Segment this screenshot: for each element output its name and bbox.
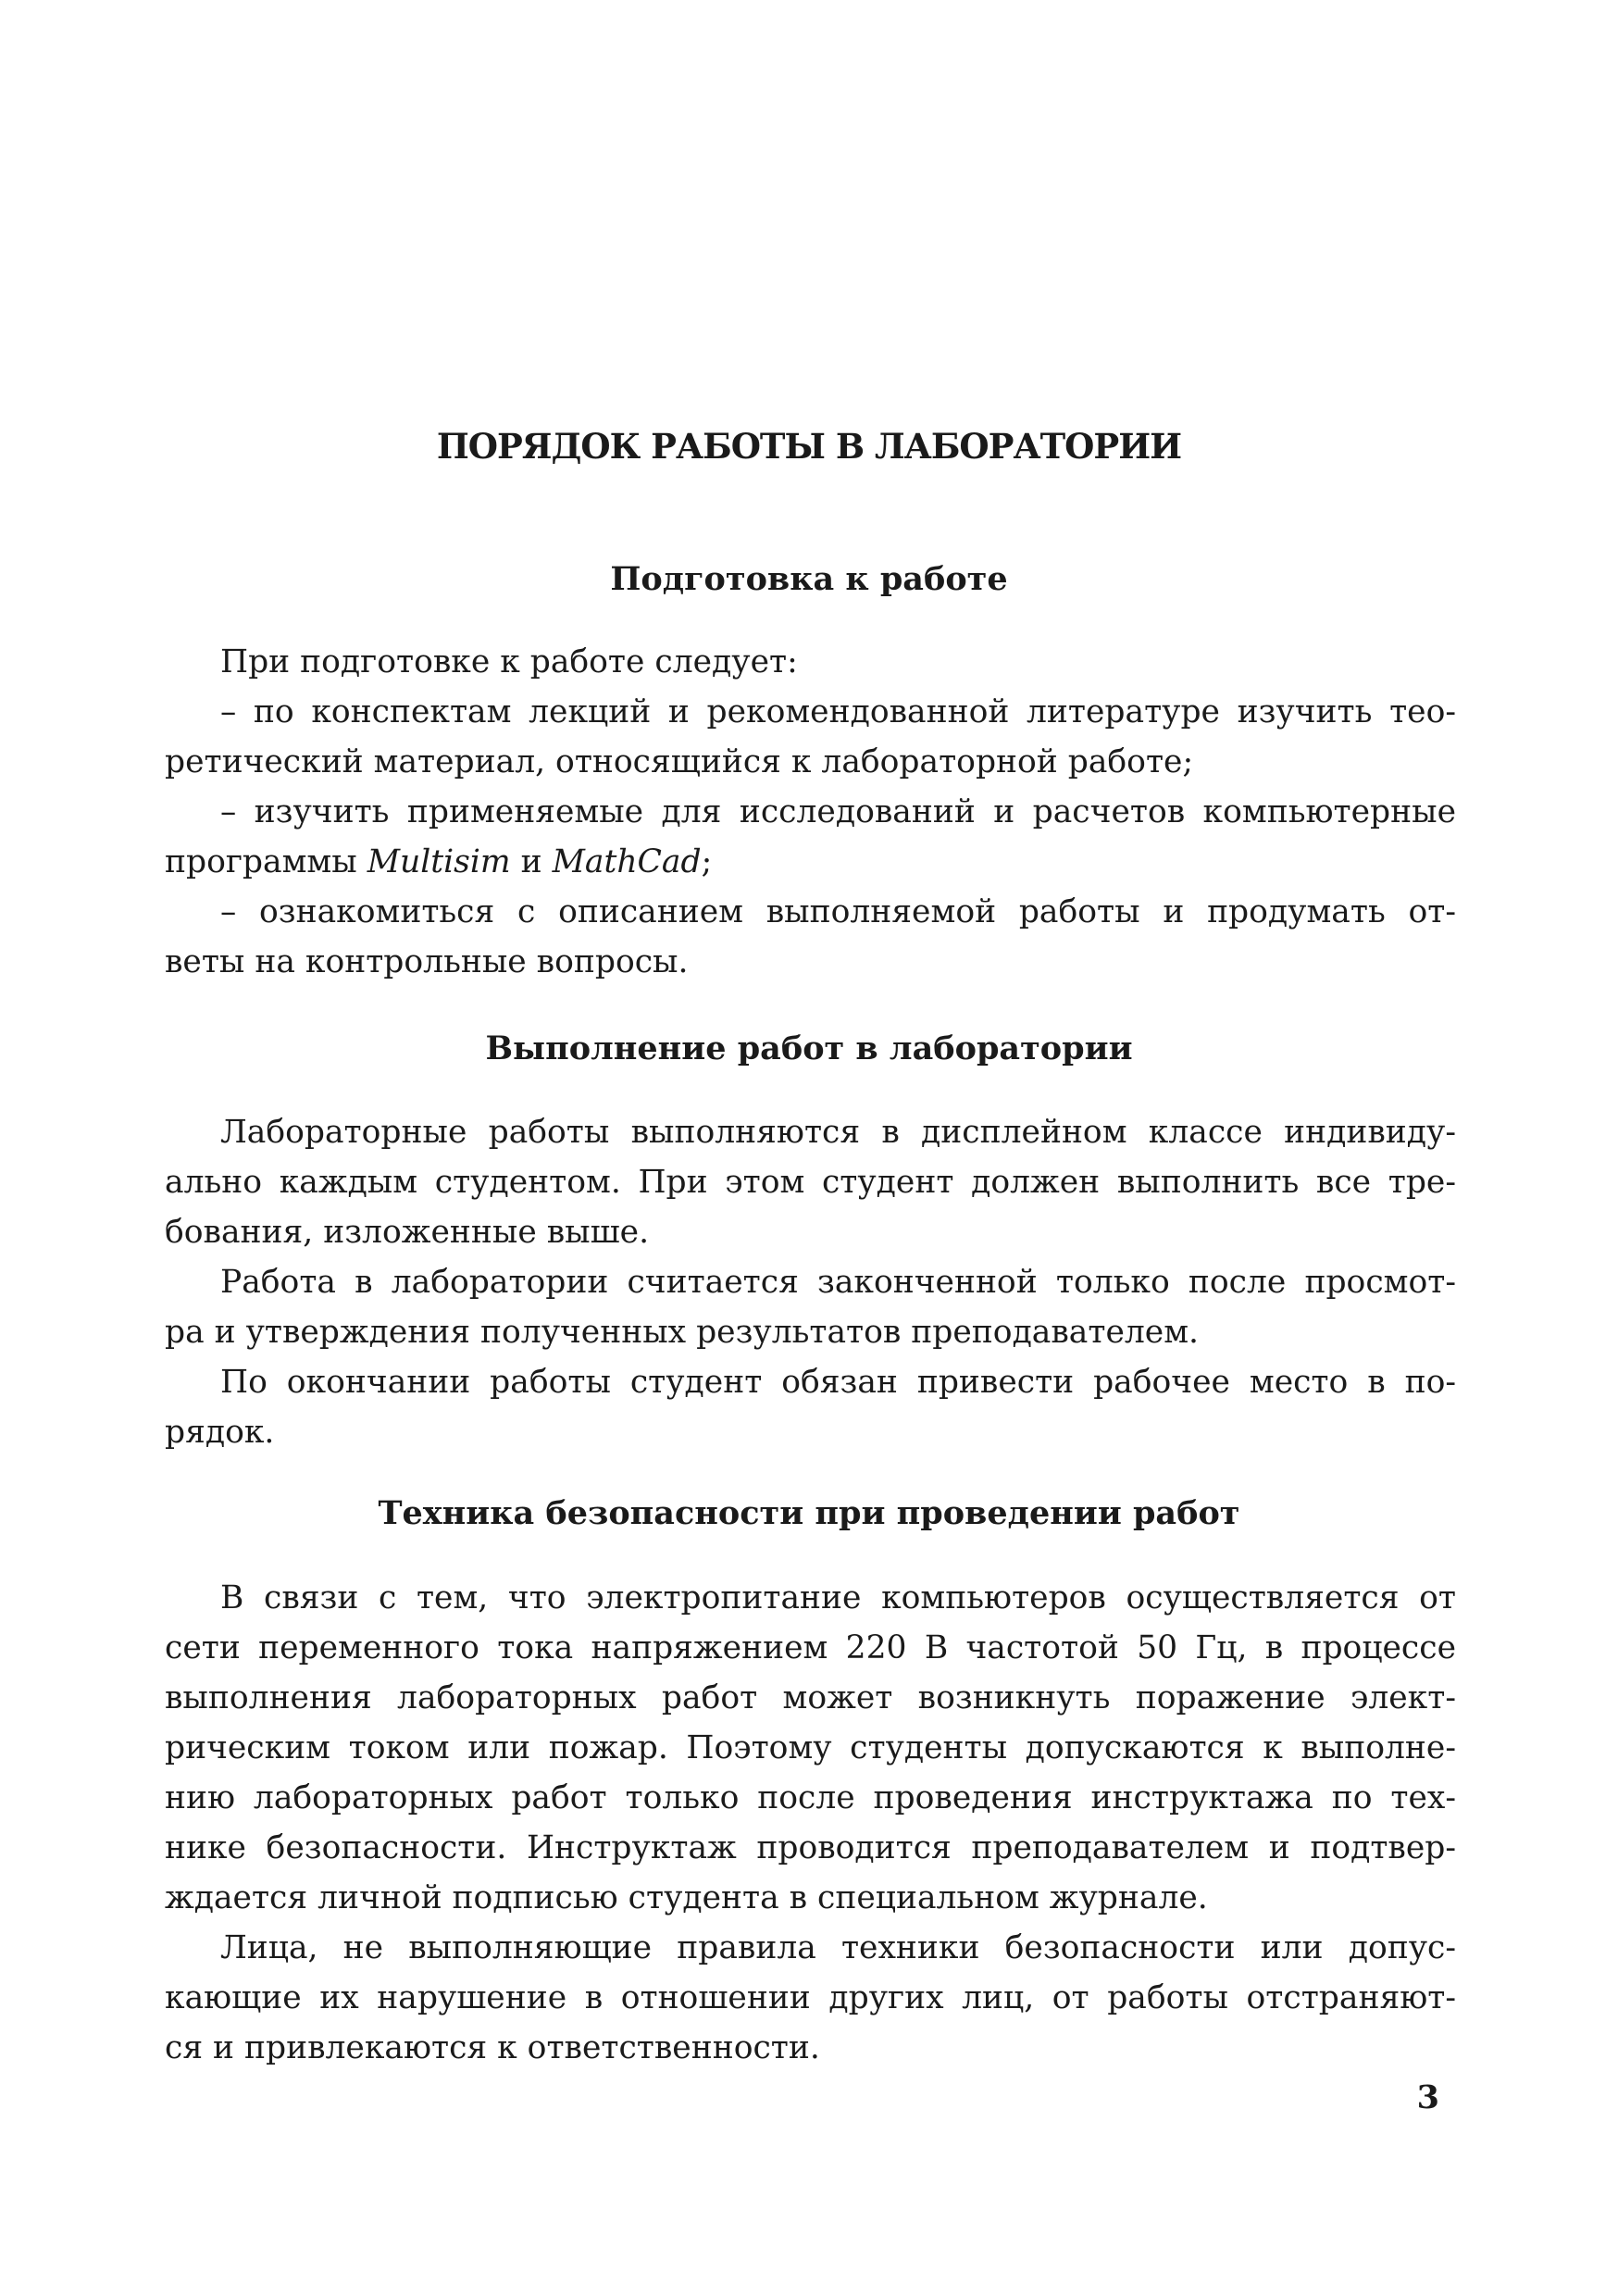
paragraph-line: ра и утверждения полученных результатов преподавателем. (165, 1314, 1200, 1351)
paragraph-line: В связи с тем, что электропитание компьютеров осуществляется от (220, 1579, 1456, 1616)
section-heading-preparation: Подготовка к работе (610, 560, 1008, 598)
paragraph-line: Лица, не выполняющие правила техники безопасности или допус- (220, 1929, 1456, 1966)
paragraph-line: выполнения лабораторных работ может возникнуть поражение элект- (165, 1679, 1456, 1716)
text-fragment: ; (701, 843, 713, 880)
paragraph-line: кающие их нарушение в отношении других лиц, от работы отстраняют- (165, 1979, 1456, 2016)
list-item-line: ретический материал, относящийся к лабораторной работе; (165, 743, 1194, 780)
paragraph-line: сети переменного тока напряжением 220 В частотой 50 Гц, в процессе (165, 1629, 1456, 1666)
section-body-safety (165, 1573, 1456, 2073)
section-heading-safety: Техника безопасности при проведении работ (378, 1494, 1240, 1532)
paragraph-line: нию лабораторных работ только после проведения инструктажа по тех- (165, 1779, 1456, 1816)
list-item-line: – ознакомиться с описанием выполняемой работы и продумать от- (220, 893, 1456, 930)
paragraph-line: ально каждым студентом. При этом студент должен выполнить все тре- (165, 1164, 1456, 1201)
paragraph-line: По окончании работы студент обязан привести рабочее место в по- (220, 1364, 1456, 1401)
section-heading-lab-work: Выполнение работ в лаборатории (485, 1029, 1133, 1067)
list-item-line (165, 837, 1456, 887)
list-item-line: – по конспектам лекций и рекомендованной литературе изучить тео- (220, 693, 1456, 730)
list-item-line: веты на контрольные вопросы. (165, 943, 689, 980)
paragraph-line: При подготовке к работе следует: (220, 643, 798, 680)
software-name-multisim: Multisim (367, 843, 511, 880)
page-number: 3 (1416, 2078, 1439, 2116)
section-body-preparation (165, 637, 1456, 987)
section-body-lab-work (165, 1107, 1456, 1457)
text-fragment: и (510, 843, 553, 880)
paragraph-line: нике безопасности. Инструктаж проводится преподавателем и подтвер- (165, 1829, 1456, 1866)
paragraph-line: рядок. (165, 1414, 275, 1451)
paragraph-line: Лабораторные работы выполняются в дисплейном классе индивиду- (220, 1114, 1456, 1151)
paragraph-line: рическим током или пожар. Поэтому студенты допускаются к выполне- (165, 1729, 1456, 1766)
paragraph-line: бования, изложенные выше. (165, 1214, 650, 1251)
paragraph-line: Работа в лаборатории считается законченной только после просмот- (220, 1264, 1456, 1301)
software-name-mathcad: MathCad (552, 843, 702, 880)
page-title: ПОРЯДОК РАБОТЫ В ЛАБОРАТОРИИ (436, 426, 1182, 467)
paragraph-line: ся и привлекаются к ответственности. (165, 2029, 820, 2066)
list-item-line: – изучить применяемые для исследований и расчетов компьютерные (220, 793, 1456, 830)
text-fragment: программы (165, 843, 367, 880)
paragraph-line: ждается личной подписью студента в специальном журнале. (165, 1879, 1208, 1916)
